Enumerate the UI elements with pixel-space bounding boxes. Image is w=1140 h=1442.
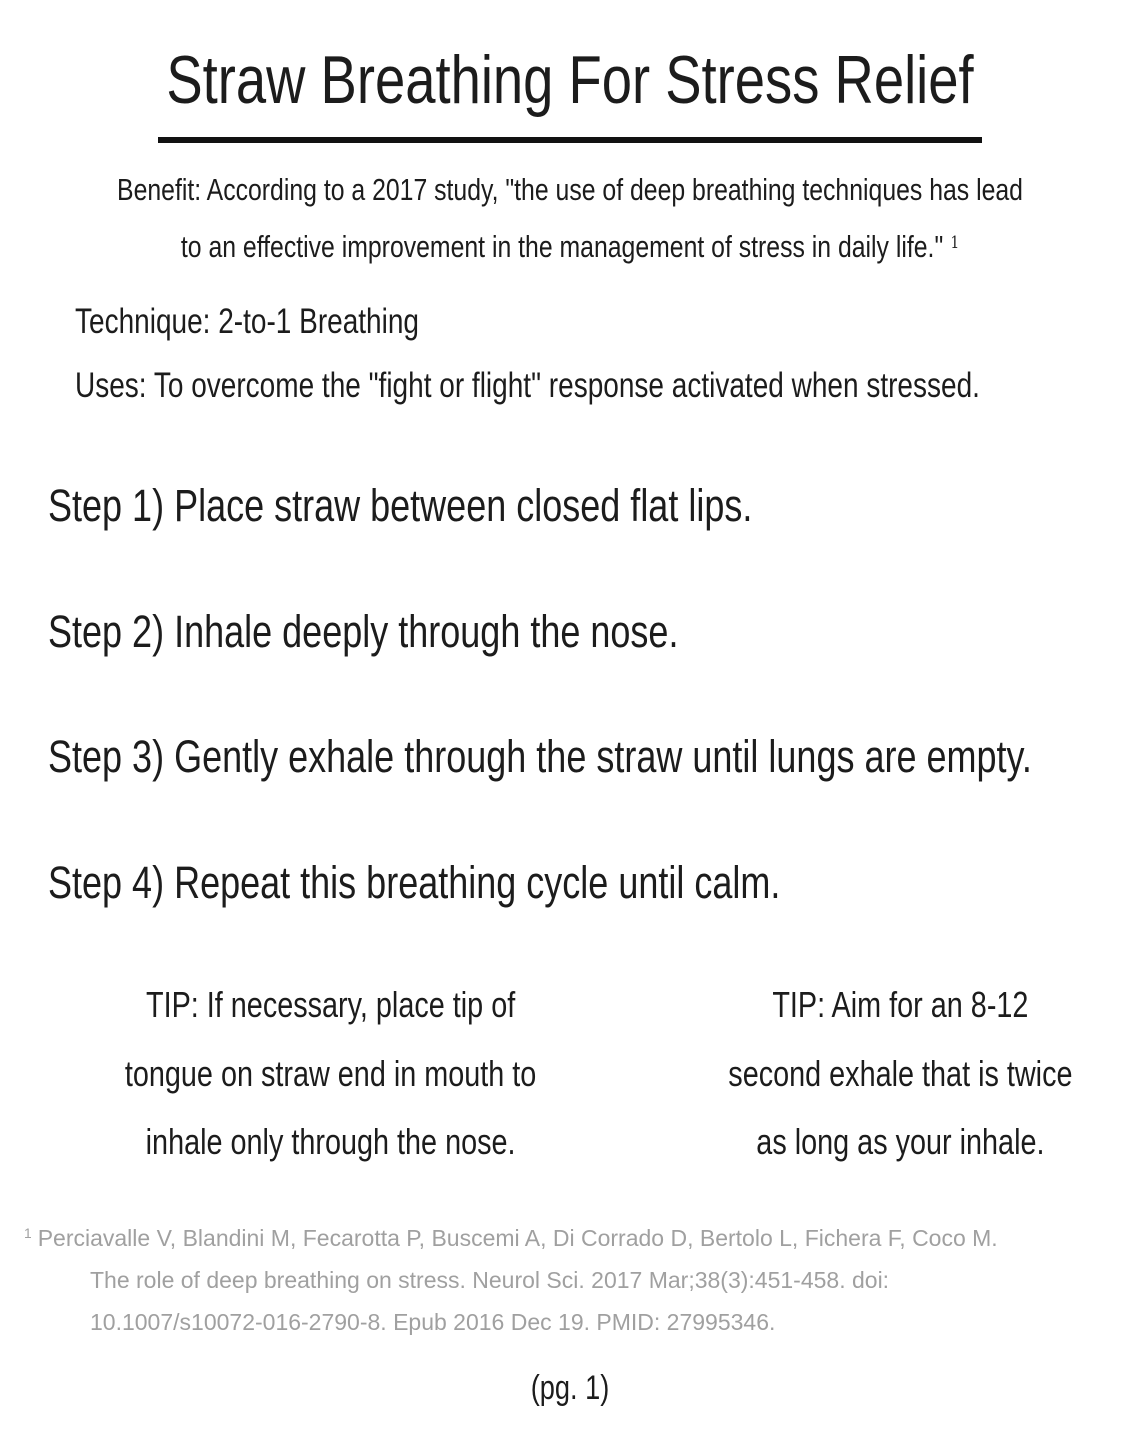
benefit-line-2 <box>114 218 1026 275</box>
benefit-line-2-text: to an effective improvement in the management of stress in daily life." <box>180 229 944 265</box>
page-number: (pg. 1) <box>530 1369 610 1407</box>
footnote-line-2: The role of deep breathing on stress. Neurol Sci. 2017 Mar;38(3):451-458. doi: <box>90 1267 890 1294</box>
step-1: Step 1) Place straw between closed flat lips. <box>48 480 753 532</box>
technique-line: Technique: 2-to-1 Breathing <box>75 301 419 341</box>
citation-footnote <box>0 1218 1140 1344</box>
tips-section <box>0 971 1140 1176</box>
meta-section <box>75 290 980 420</box>
benefit-line-1: Benefit: According to a 2017 study, "the use of deep breathing techniques has lead <box>117 172 1023 207</box>
tip-right-line-3: as long as your inhale. <box>756 1120 1045 1162</box>
tip-right-line-2: second exhale that is twice <box>728 1052 1073 1094</box>
footnote-line-1-text: Perciavalle V, Blandini M, Fecarotta P, Buscemi A, Di Corrado D, Bertolo L, Fichera F, Coco M. <box>37 1225 998 1252</box>
tip-left-line-2: tongue on straw end in mouth to <box>124 1052 537 1094</box>
tip-left-line-1: TIP: If necessary, place tip of <box>145 984 516 1026</box>
benefit-paragraph <box>114 161 1026 276</box>
footnote-line-3: 10.1007/s10072-016-2790-8. Epub 2016 Dec 19. PMID: 27995346. <box>90 1309 776 1336</box>
tip-left <box>66 971 595 1176</box>
step-3: Step 3) Gently exhale through the straw until lungs are empty. <box>48 731 1032 783</box>
footnote-marker: 1 <box>24 1226 32 1242</box>
step-4: Step 4) Repeat this breathing cycle until calm. <box>48 856 781 908</box>
tip-left-line-3: inhale only through the nose. <box>145 1120 516 1162</box>
uses-line: Uses: To overcome the "fight or flight" response activated when stressed. <box>75 366 980 406</box>
page-title <box>114 38 1026 143</box>
step-2: Step 2) Inhale deeply through the nose. <box>48 605 679 657</box>
steps-list <box>48 477 1032 912</box>
tip-right-line-1: TIP: Aim for an 8-12 <box>772 984 1029 1026</box>
page-title-text: Straw Breathing For Stress Relief <box>158 38 981 143</box>
footnote-line-1 <box>24 1218 1140 1260</box>
tip-right <box>709 971 1092 1176</box>
benefit-footnote-marker: 1 <box>950 232 960 253</box>
